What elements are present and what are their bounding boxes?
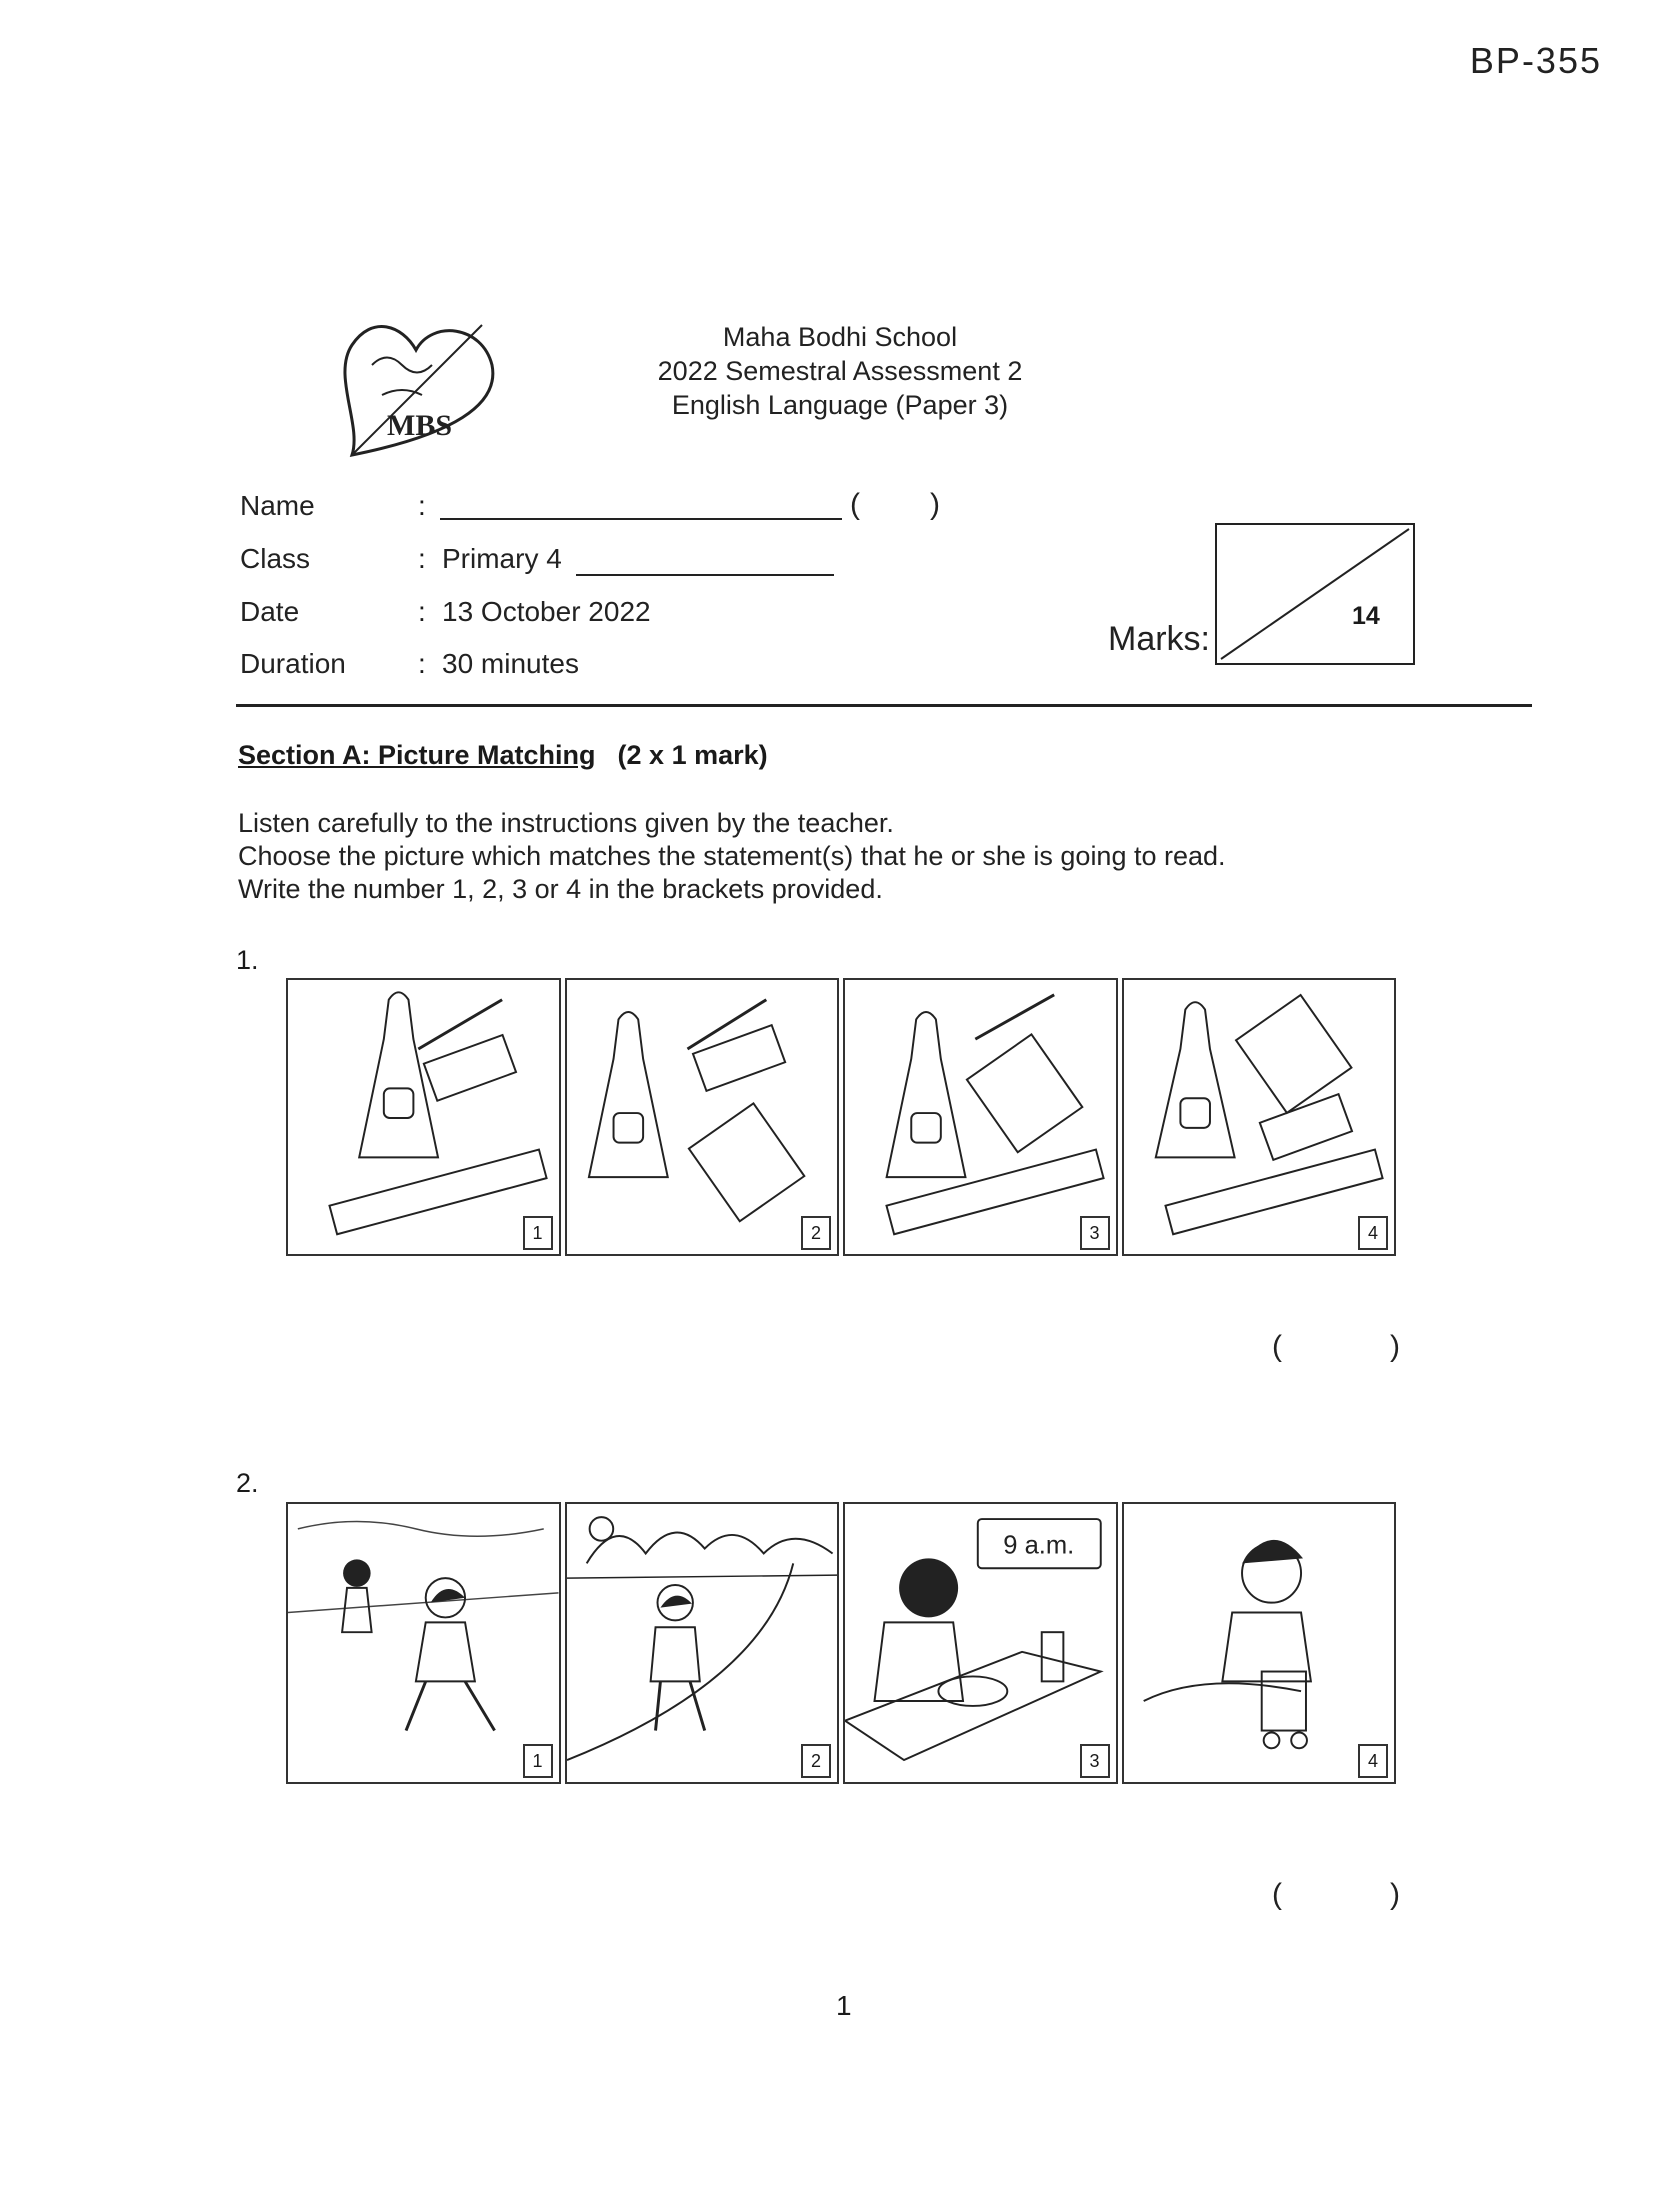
art-supplies-picture	[845, 980, 1116, 1254]
class-colon: :	[418, 543, 426, 574]
picture-number: 3	[1080, 1744, 1110, 1778]
answer-bracket-close: )	[1390, 1878, 1400, 1911]
class-value: Primary 4	[442, 543, 562, 574]
picture-option[interactable]	[1122, 1502, 1397, 1784]
name-label: Name	[240, 490, 315, 521]
page-number: 1	[836, 1990, 852, 2021]
marks-label: Marks:	[1108, 620, 1210, 658]
picture-number: 1	[523, 1744, 553, 1778]
name-field[interactable]	[440, 518, 842, 520]
instruction-line: Listen carefully to the instructions given by the teacher.	[238, 808, 894, 838]
answer-bracket-open: (	[1272, 1878, 1282, 1911]
duration-label: Duration	[240, 648, 346, 679]
picture-option[interactable]	[286, 1502, 561, 1784]
question-1-pictures	[286, 978, 1396, 1256]
section-heading	[238, 740, 768, 771]
putting-on-skates-picture	[1124, 1504, 1395, 1782]
breakfast-picture	[845, 1504, 1116, 1782]
picture-number: 1	[523, 1216, 553, 1250]
logo-lettering: MBS	[387, 409, 453, 442]
picture-option[interactable]	[843, 978, 1118, 1256]
school-logo	[332, 305, 500, 465]
date-value: 13 October 2022	[442, 596, 651, 627]
instruction-line: Choose the picture which matches the statement(s) that he or she is going to read.	[238, 841, 1226, 871]
date-label: Date	[240, 596, 300, 627]
school-name: Maha Bodhi School	[722, 322, 958, 352]
marks-total: 14	[1352, 602, 1380, 630]
answer-bracket-close: )	[1390, 1330, 1400, 1363]
picture-number: 4	[1358, 1216, 1388, 1250]
clock-label: 9 a.m.	[1003, 1531, 1075, 1560]
picture-option[interactable]	[565, 978, 840, 1256]
header-divider	[236, 704, 1532, 707]
question-number: 2.	[236, 1468, 259, 1498]
picture-number: 2	[801, 1744, 831, 1778]
class-label: Class	[240, 543, 311, 574]
register-number-open: (	[850, 488, 860, 521]
picture-number: 2	[801, 1216, 831, 1250]
art-supplies-picture	[1124, 980, 1395, 1254]
question-2-pictures	[286, 1502, 1396, 1784]
instruction-line: Write the number 1, 2, 3 or 4 in the brackets provided.	[238, 874, 883, 904]
picture-option[interactable]	[843, 1502, 1118, 1784]
document-code: BP-355	[1469, 40, 1602, 81]
duration-colon: :	[418, 648, 426, 679]
name-colon: :	[418, 490, 426, 521]
question-number: 1.	[236, 945, 259, 975]
assessment-title: 2022 Semestral Assessment 2	[657, 356, 1023, 386]
skating-picture	[288, 1504, 559, 1782]
answer-bracket-open: (	[1272, 1330, 1282, 1363]
picture-number: 4	[1358, 1744, 1388, 1778]
park-skating-picture	[567, 1504, 838, 1782]
date-colon: :	[418, 596, 426, 627]
art-supplies-picture	[288, 980, 559, 1254]
section-marks: (2 x 1 mark)	[617, 740, 768, 770]
picture-option[interactable]	[565, 1502, 840, 1784]
class-field[interactable]	[576, 574, 834, 576]
duration-value: 30 minutes	[442, 648, 579, 679]
picture-option[interactable]	[1122, 978, 1397, 1256]
marks-divider	[1217, 525, 1413, 663]
section-title: Section A: Picture Matching	[238, 740, 596, 770]
art-supplies-picture	[567, 980, 838, 1254]
picture-number: 3	[1080, 1216, 1110, 1250]
paper-title: English Language (Paper 3)	[671, 390, 1009, 420]
picture-option[interactable]	[286, 978, 561, 1256]
marks-box[interactable]	[1215, 523, 1415, 665]
register-number-close: )	[930, 488, 940, 521]
